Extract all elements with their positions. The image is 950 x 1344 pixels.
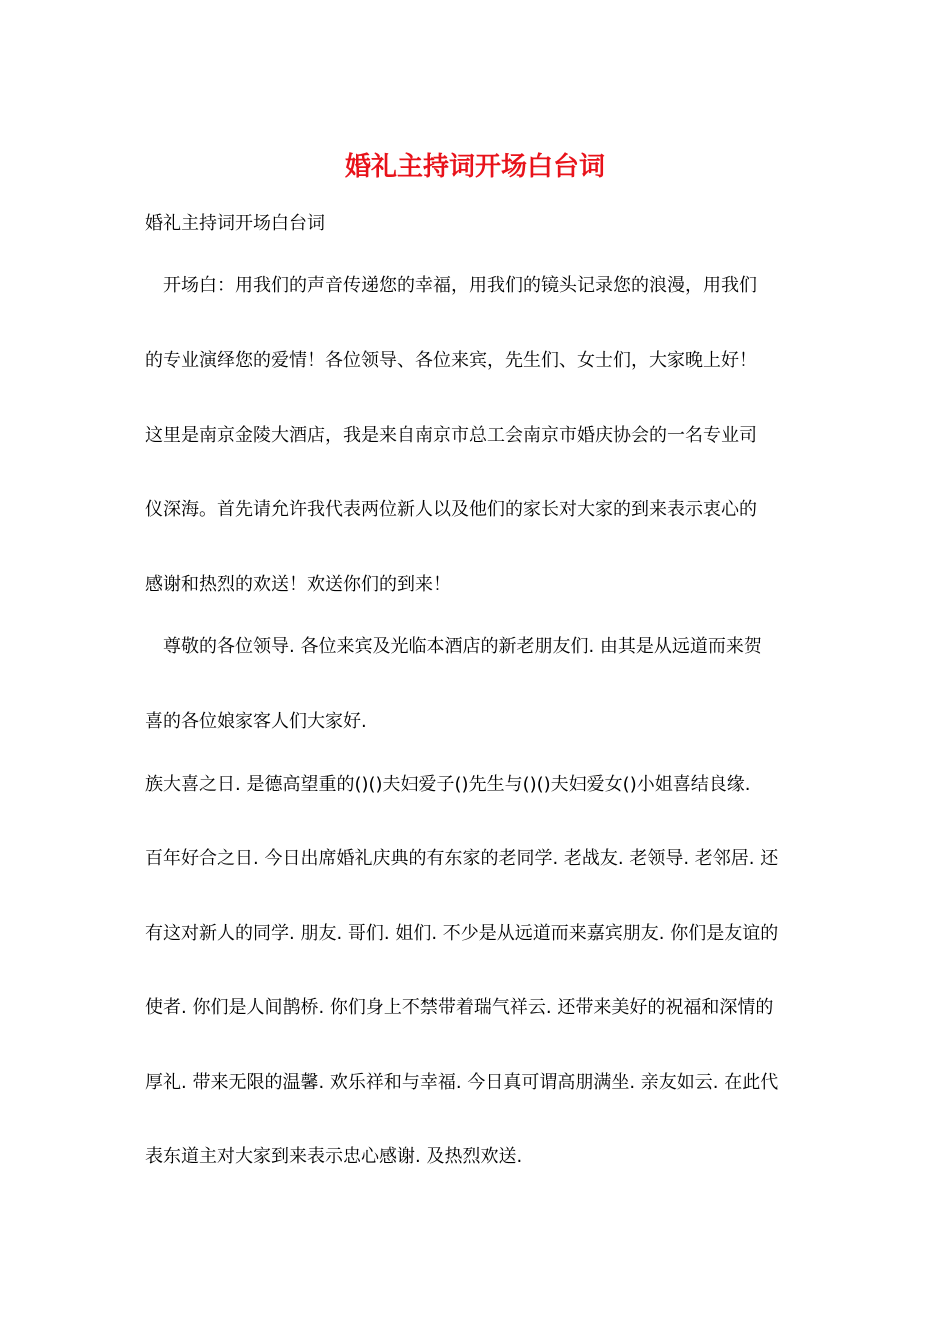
paragraph-line: 的专业演绎您的爱情！各位领导、各位来宾，先生们、女士们，大家晚上好！ (145, 350, 757, 371)
paragraph-line: 开场白：用我们的声音传递您的幸福，用我们的镜头记录您的浪漫，用我们 (163, 275, 757, 296)
paragraph-line: 仪深海。首先请允许我代表两位新人以及他们的家长对大家的到来表示衷心的 (145, 499, 757, 520)
paragraph-line: 厚礼. 带来无限的温馨. 欢乐祥和与幸福. 今日真可谓高朋满坐. 亲友如云. 在此代 (145, 1072, 779, 1093)
paragraph-line: 族大喜之日. 是德高望重的()()夫妇爱子()先生与()()夫妇爱女()小姐喜结良缘. (145, 774, 751, 795)
document-subtitle: 婚礼主持词开场白台词 (145, 213, 325, 234)
paragraph-line: 有这对新人的同学. 朋友. 哥们. 姐们. 不少是从远道而来嘉宾朋友. 你们是友谊的 (145, 923, 779, 944)
paragraph-line: 感谢和热烈的欢送！欢送你们的到来！ (145, 574, 451, 595)
paragraph-line: 这里是南京金陵大酒店，我是来自南京市总工会南京市婚庆协会的一名专业司 (145, 425, 757, 446)
paragraph-line: 表东道主对大家到来表示忠心感谢. 及热烈欢送. (145, 1146, 523, 1167)
paragraph-line: 使者. 你们是人间鹊桥. 你们身上不禁带着瑞气祥云. 还带来美好的祝福和深情的 (145, 997, 774, 1018)
paragraph-line: 百年好合之日. 今日出席婚礼庆典的有东家的老同学. 老战友. 老领导. 老邻居. 还 (145, 848, 779, 869)
document-title: 婚礼主持词开场白台词 (344, 152, 605, 182)
paragraph-line: 尊敬的各位领导. 各位来宾及光临本酒店的新老朋友们. 由其是从远道而来贺 (163, 636, 762, 657)
paragraph-line: 喜的各位娘家客人们大家好. (145, 711, 367, 732)
